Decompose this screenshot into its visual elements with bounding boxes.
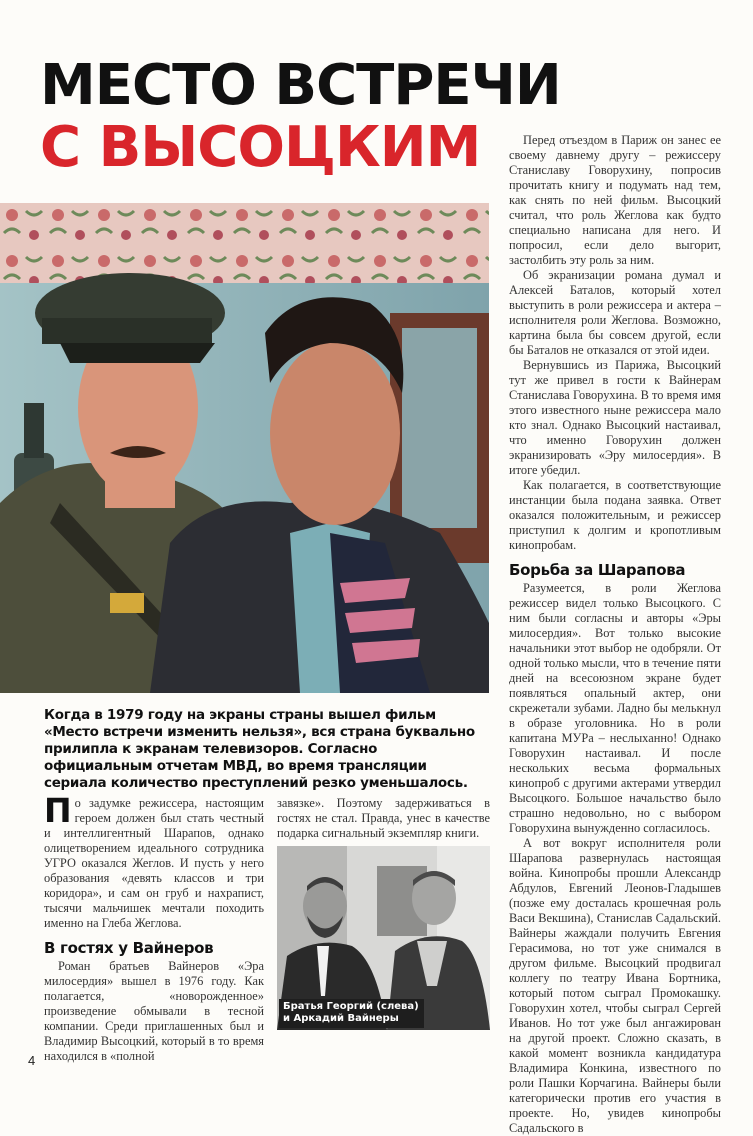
middle-column [277,796,490,841]
lead-paragraph: Когда в 1979 году на экраны страны вышел фильм «Место встречи изменить нельзя», вся страна буквально прилипла к экранам телевизоров. Согласно официальным отчетам МВД, во время трансляции сериала количество преступлений резко уменьшалось. [44,707,475,791]
page-number: 4 [28,1053,36,1068]
left-column [44,791,264,1064]
right-column [509,133,721,1136]
vainers-paragraph: Роман братьев Вайнеров «Эра милосердия» вышел в 1976 году. Как полагается, «новорожденное» произведение обмывали в тесной компании. Среди приглашенных был и Владимир Высоцкий, который в то время находился в «полной [44,959,264,1063]
right-paragraph-3: Вернувшись из Парижа, Высоцкий тут же привел в гости к Вайнерам Станислава Говорухина. В то время имя этого известного ныне режиссера мало кто знал. Однако Высоцкий настаивал, что именно Говорухин должен экранизировать «Эру милосердия». В итоге убедил. [509,358,721,477]
intro-paragraph [44,791,264,931]
photo-caption [279,999,424,1028]
subhead-vainers: В гостях у Вайнеров [44,939,214,957]
film-still-photo [0,203,489,693]
right-paragraph-5: Разумеется, в роли Жеглова режиссер видел только Высоцкого. С ним были согласны и авторы «Эры милосердия». Вот только высокие начальники этот выбор не одобряли. От одной только мысли, что в течение пяти дней на всесоюзном экране будет появляться опальный актер, они скрежетали зубами. Ладно бы мелькнул в образе уголовника. Но в роли капитана МУРа – неслыханно! Однако Говорухин настаивал. И после нескольких весьма формальных кинопроб с другими актерами утвердил Высоцкого. Большое начальство было страшно недовольно, но с выбором Говорухина вынужденно согласилось. [509,581,721,835]
right-paragraph-6: А вот вокруг исполнителя роли Шарапова развернулась настоящая война. Кинопробы прошли Александр Абдулов, Евгений Леонов-Гладышев (позже ему досталась крошечная роль Васи Векшина), Станислав Садальский. Вайнеры жаждали получить Евгения Герасимова, но тот уже снимался в другом фильме. Высоцкий продвигал коллегу по театру Ивана Бортника, который потом сыграл Промокашку. Говорухин хотел, чтобы сыграл Сергей Иванов. Но тот уже был ангажирован на другой проект. Сложно сказать, в какой момент возникла кандидатура Владимира Конкина, известного по роли Пашки Корчагина. Вайнеры были категорически против его участия в проекте. Но, увидев кинопробы Садальского в [509,836,721,1135]
caption-line-1: Братья Георгий (слева) [283,1001,419,1012]
headline-line-2: С ВЫСОЦКИМ [40,115,481,180]
headline-line-1: МЕСТО ВСТРЕЧИ [40,53,561,118]
vainer-brothers-photo [277,846,490,1030]
subhead-sharapov: Борьба за Шарапова [509,561,686,579]
right-paragraph-2: Об экранизации романа думал и Алексей Баталов, который хотел выступить в роли режиссера и актера – исполнителя роли Жеглова. Возможно, картина была бы совсем другой, если бы Баталов не отказался от этой идеи. [509,268,721,357]
middle-paragraph: завязке». Поэтому задерживаться в гостях не стал. Правда, унес в качестве подарка сигнальный экземпляр книги. [277,796,490,840]
dropcap: П [44,791,72,830]
right-paragraph-4: Как полагается, в соответствующие инстанции была подана заявка. Ответ оказался положительным, и режиссер приступил к долгим и кропотливым кинопробам. [509,478,721,552]
intro-text: о задумке режиссера, настоящим героем должен был стать честный и интеллигентный Шарапов, однако олицетворением идеального сотрудника УГРО оказался Жеглов. И пусть у него образования «девять классов и три коридора», и сам он груб и нахрапист, тысячи мальчишек мечтали походить именно на Глеба Жеглова. [44,796,264,930]
right-paragraph-1: Перед отъездом в Париж он занес ее своему давнему другу – режиссеру Станиславу Говорухину, попросив прочитать книгу и подумать над тем, как снять по ней фильм. Высоцкий считал, что роль Жеглова как будто специально написана для него. И попросил, если дело выгорит, застолбить эту роль за ним. [509,133,721,267]
caption-line-2: и Аркадий Вайнеры [283,1013,399,1024]
